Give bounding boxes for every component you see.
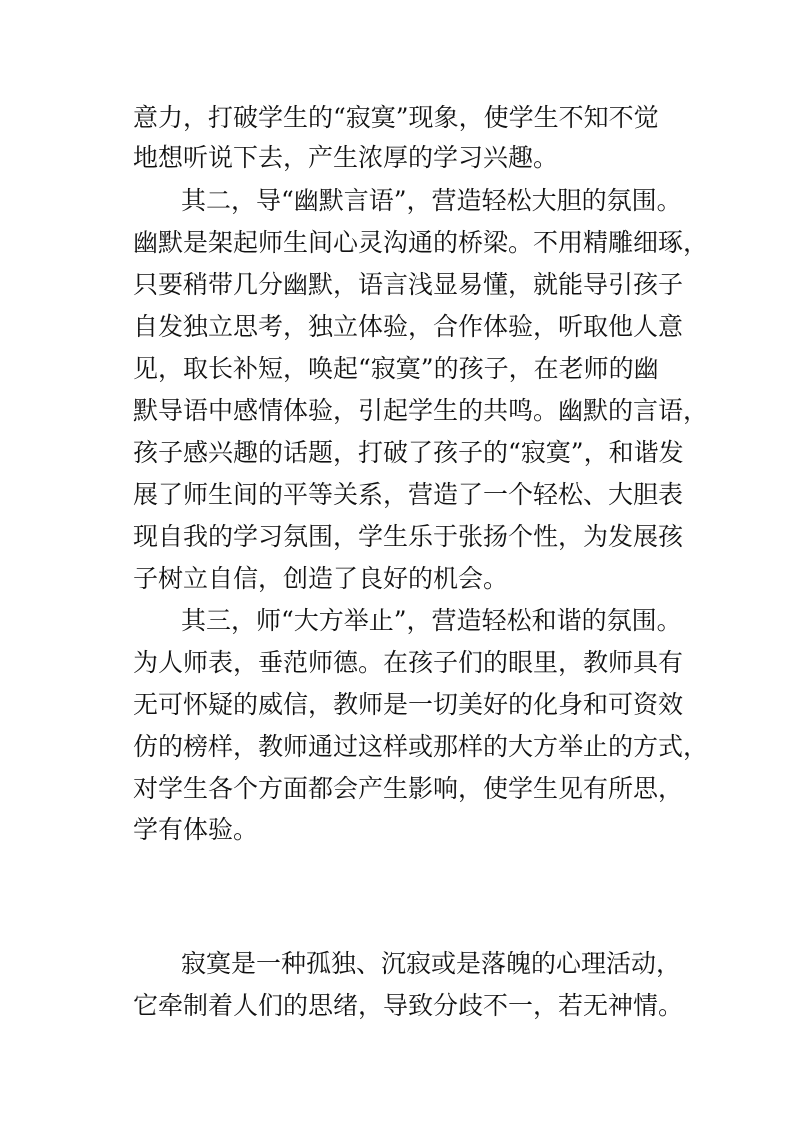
text-line: 对学生各个方面都会产生影响，使学生见有所思，: [133, 774, 684, 803]
text-line: 展了师生间的平等关系，营造了一个轻松、大胆表: [133, 480, 684, 509]
text-line: 学有体验。: [133, 815, 259, 844]
text-line: 默导语中感情体验，引起学生的共鸣。幽默的言语，: [133, 396, 709, 425]
text-line: 子树立自信，创造了良好的机会。: [133, 564, 509, 593]
text-line: 地想听说下去，产生浓厚的学习兴趣。: [133, 143, 559, 172]
text-line: 无可怀疑的威信，教师是一切美好的化身和可资效: [133, 690, 684, 719]
text-line: 自发独立思考，独立体验，合作体验，听取他人意: [133, 312, 684, 341]
text-line: 现自我的学习氛围，学生乐于张扬个性，为发展孩: [133, 522, 684, 551]
text-line: 寂寞是一种孤独、沉寂或是落魄的心理活动，: [181, 949, 682, 978]
text-line: 意力，打破学生的“寂寞”现象，使学生不知不觉: [133, 103, 659, 132]
text-line: 它牵制着人们的思绪，导致分歧不一，若无神情。: [133, 991, 684, 1020]
text-line: 幽默是架起师生间心灵沟通的桥梁。不用精雕细琢，: [133, 228, 709, 257]
paragraph-heading-2: 其二，导“幽默言语”，营造轻松大胆的氛围。: [181, 186, 682, 215]
text-line: 仿的榜样，教师通过这样或那样的大方举止的方式，: [133, 732, 709, 761]
paragraph-heading-3: 其三，师“大方举止”，营造轻松和谐的氛围。: [181, 606, 682, 635]
text-line: 只要稍带几分幽默，语言浅显易懂，就能导引孩子: [133, 270, 684, 299]
text-line: 孩子感兴趣的话题，打破了孩子的“寂寞”，和谐发: [133, 438, 684, 467]
text-line: 见，取长补短，唤起“寂寞”的孩子，在老师的幽: [133, 354, 659, 383]
text-line: 为人师表，垂范师德。在孩子们的眼里，教师具有: [133, 648, 684, 677]
